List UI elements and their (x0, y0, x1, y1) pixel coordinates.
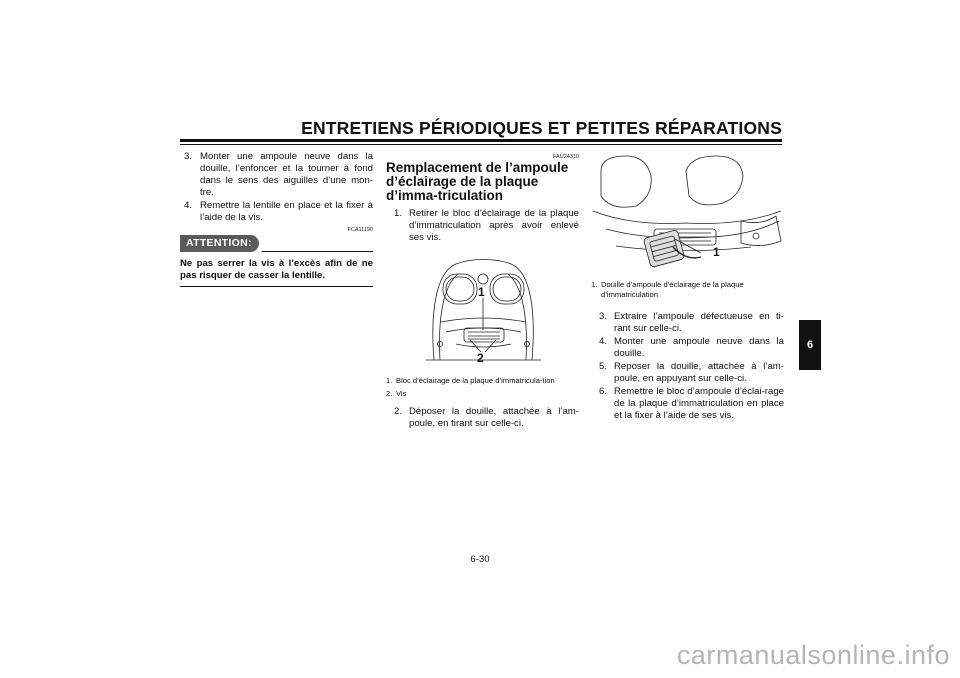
watermark: carmanualsonline.info (676, 640, 950, 670)
attention-header (180, 235, 373, 252)
title-rule (180, 139, 782, 142)
caption-item: 1. Douille d’ampoule d’éclairage de la plaque d’immatriculation (591, 280, 744, 299)
figure-license-light (386, 252, 579, 370)
step-1: 1. Retirer le bloc d’éclairage de la plaque d’immatriculation après avoir enlevé ses vis. (394, 208, 579, 243)
figure-bulb-socket (591, 151, 784, 275)
page-title: ENTRETIENS PÉRIODIQUES ET PETITES RÉPARATIONS (301, 118, 782, 138)
step-3: 3. Monter une ampoule neuve dans la douille, l’enfoncer et la tourner à fond dans le sens des aiguilles d’une mon-tre. (184, 151, 373, 198)
step-4: 4. Remettre la lentille en place et la fixer à l’aide de la vis. (184, 200, 373, 223)
step-5: 5. Reposer la douille, attachée à l’am-poule, en appuyant sur celle-ci. (599, 361, 784, 384)
page-number: 6-30 (470, 554, 490, 565)
right-steps (591, 311, 784, 422)
attention-text: Ne pas serrer la vis à l’excès afin de ne pas risquer de casser la lentille. (180, 258, 373, 281)
attention-rule (262, 251, 373, 252)
figure-caption (591, 280, 784, 299)
middle-steps-before (386, 208, 579, 244)
figure-caption (386, 376, 579, 398)
caption-item: 2. Vis (386, 388, 407, 398)
right-column (591, 151, 784, 423)
figure-label-2: 2 (477, 351, 484, 365)
left-steps (180, 151, 373, 224)
step-4: 4. Monter une ampoule neuve dans la douille. (599, 336, 784, 359)
middle-steps-after (386, 406, 579, 430)
left-column (180, 151, 373, 287)
step-6: 6. Remettre le bloc d’ampoule d’éclai-rage de la plaque d’immatriculation en place et la fixer à l’aide de ses vis. (599, 386, 784, 421)
figure-label-1: 1 (478, 285, 485, 299)
section-heading: Remplacement de l’ampoule d’éclairage de la plaque d’imma-triculation (386, 160, 569, 203)
reference-code: FAU24310 (553, 154, 579, 160)
chapter-tab: 6 (799, 320, 821, 370)
title-rule-thin (180, 144, 782, 145)
step-2: 2. Déposer la douille, attachée à l’am-poule, en tirant sur celle-ci. (394, 406, 579, 429)
rear-view-illustration (386, 252, 579, 370)
step-3: 3. Extraire l’ampoule défectueuse en ti-rant sur celle-ci. (599, 311, 784, 334)
caption-item: 1. Bloc d’éclairage de la plaque d’immatricula-tion (386, 376, 555, 385)
figure-label-1: 1 (713, 245, 720, 259)
socket-illustration (591, 151, 784, 275)
attention-badge: ATTENTION: (180, 235, 259, 252)
reference-code: FCA11190 (347, 227, 373, 233)
attention-bottom-rule (180, 286, 373, 287)
middle-column (386, 151, 579, 431)
